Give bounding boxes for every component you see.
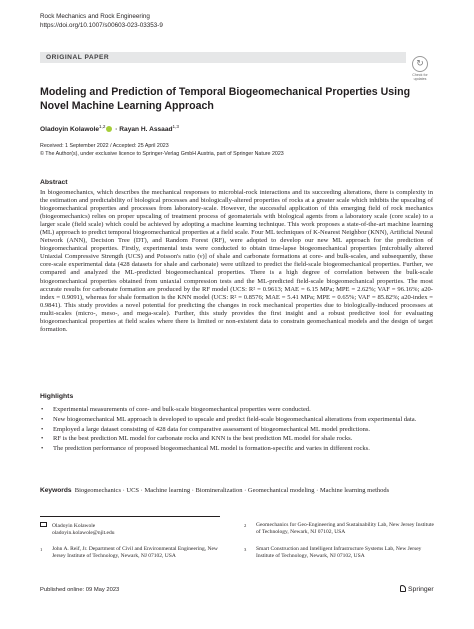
highlight-item: • New biogeomechanical ML approach is developed to upscale and predict field-scale biogeomechanical alterations from experimental data. <box>40 416 433 424</box>
crossmark-icon: ↻ <box>412 56 428 72</box>
author-list <box>40 124 179 133</box>
keywords <box>40 487 433 495</box>
affiliation-text: Smart Construction and Intelligent Infrastructure Systems Lab, New Jersey Institute of Technology, Newark, NJ 07102, USA <box>256 546 422 560</box>
received-accepted-line: Received: 1 September 2022 / Accepted: 25 April 2023 <box>40 143 169 149</box>
contact-email[interactable]: oladoyin.kolawole@njit.edu <box>52 530 115 537</box>
affiliation-number: 1 <box>40 547 43 552</box>
published-online: Published online: 09 May 2023 <box>40 587 120 593</box>
affiliation-text: Geomechanics for Geo-Engineering and Sustainability Lab, New Jersey Institute of Technology, Newark, NJ 07102, USA <box>256 522 434 536</box>
orcid-icon[interactable] <box>106 126 112 132</box>
springer-horse-icon <box>400 585 406 592</box>
author-name[interactable]: Rayan H. Assaad <box>119 126 173 134</box>
abstract-heading: Abstract <box>40 179 68 186</box>
keywords-label: Keywords <box>40 487 72 494</box>
doi-link[interactable]: https://doi.org/10.1007/s00603-023-03353-9 <box>40 21 163 29</box>
article-title: Modeling and Prediction of Temporal Biogeomechanical Properties Using Novel Machine Learning Approach <box>40 86 411 112</box>
contact-name: Oladoyin Kolawole <box>52 523 96 529</box>
publisher-logo <box>400 585 434 593</box>
highlight-item: • RF is the best prediction ML model for carbonate rocks and KNN is the best prediction ML model for shale rocks. <box>40 435 433 443</box>
affiliation-number: 3 <box>244 547 247 552</box>
affiliation-1 <box>40 546 225 560</box>
article-dates <box>40 143 284 158</box>
check-for-updates-button[interactable] <box>409 56 431 81</box>
highlight-item: • The prediction performance of proposed biogeomechanical ML model is formation-specific and varies in different rocks. <box>40 445 433 453</box>
copyright-line: © The Author(s), under exclusive licence to Springer-Verlag GmbH Austria, part of Springer Nature 2023 <box>40 150 284 157</box>
corresponding-author <box>40 522 115 537</box>
author-name[interactable]: Oladoyin Kolawole <box>40 126 99 134</box>
author-separator: · <box>113 126 120 134</box>
publisher-name: Springer <box>408 586 434 593</box>
crossmark-caption: Check for updates <box>412 73 428 82</box>
highlights-heading: Highlights <box>40 393 74 400</box>
highlights-list <box>40 406 433 455</box>
affiliation-text: John A. Reif, Jr. Department of Civil and Environmental Engineering, New Jersey Institute of Technology, Newark, NJ 07102, USA <box>52 546 218 560</box>
abstract-text: In biogeomechanics, which describes the mechanical responses to microbial-rock interactions and its succeeding alterations, there is complexity in the estimation and predictability of biological processes and biologically-altered properties of rocks at a greater scale which inhibits the upscaling of biogeomechanical properties and processes from laboratory-scale. However, the successful application of this emerging field of rock mechanics (biogeomechanics) relies on proper upscaling of treatment process of geomaterials with biological agents from a laboratory scale (core scale) to a larger scale (field scale) which could be achieved by adopting a machine learning technique. This work proposes a state-of-the-art machine learning (ML) approach to predict temporal biogeomechanical properties at a field scale. Four ML techniques of K-Nearest Neighbor (KNN), Artificial Neural Network (ANN), Decision Tree (DT), and Random Forest (RF), were adopted to develop our new ML approach for the prediction of biogeomechanical properties. Firstly, experimental tests were conducted to obtain time-lapse biogeomechanical properties [microbially altered Uniaxial Compressive Strength (UCS) and Poisson's ratio (ν)] of shale and carbonate formations at core- and bulk-scales, and subsequently, these core-scale experimental data (428 datasets for shale and carbonate) were utilized to predict the field-scale biogeomechanical properties. Further, we compared and analyzed the ML-predicted biogeomechanical properties. There is a high degree of correlation between the bulk-scale biogeomechanical properties obtained from uniaxial compression tests and the ML-predicted field-scale biogeomechanical properties. The most accurate results for carbonate formation are produced by the RF model (UCS: R² = 0.9613; MAE = 6.15 MPa; MPE = 2.62%; VAF = 96.16%; a20-index = 0.9091), whereas for shale formation is the KNN model (UCS: R² = 0.8576; MAE = 5.41 MPa; MPE = 0.65%; VAF = 85.82%; a20-index = 0.9841). This study provides a novel potential for predicting the changes in rock mechanical properties due to biologically-induced processes at multi-scales (micro-, meso-, and mega-scale). Further, this study provides the first insight and a robust predictive tool for evaluating biogeomechanical properties at field scales where there is limited or non-existent data to constrain geomechanical models and the design of target formation. <box>40 189 433 333</box>
highlight-item: • Experimental measurements of core- and bulk-scale biogeomechanical properties were conducted. <box>40 406 433 414</box>
author-affiliation-sup: 1,3 <box>172 124 179 129</box>
affiliation-2 <box>244 522 436 536</box>
article-type-bar: ORIGINAL PAPER <box>40 52 406 63</box>
footnote-divider <box>40 516 220 517</box>
keywords-text: Biogeomechanics · UCS · Machine learning · Biomineralization · Geomechanical modeling · Machine learning methods <box>74 487 390 494</box>
journal-name: Rock Mechanics and Rock Engineering <box>40 13 150 20</box>
author-affiliation-sup: 1,2 <box>99 124 106 129</box>
envelope-icon <box>40 522 47 527</box>
affiliation-3 <box>244 546 436 560</box>
highlight-item: • Employed a large dataset consisting of 428 data for comparative assessment of biogeomechanical ML model predictions. <box>40 426 433 434</box>
affiliation-number: 2 <box>244 523 247 528</box>
journal-header <box>40 13 163 30</box>
